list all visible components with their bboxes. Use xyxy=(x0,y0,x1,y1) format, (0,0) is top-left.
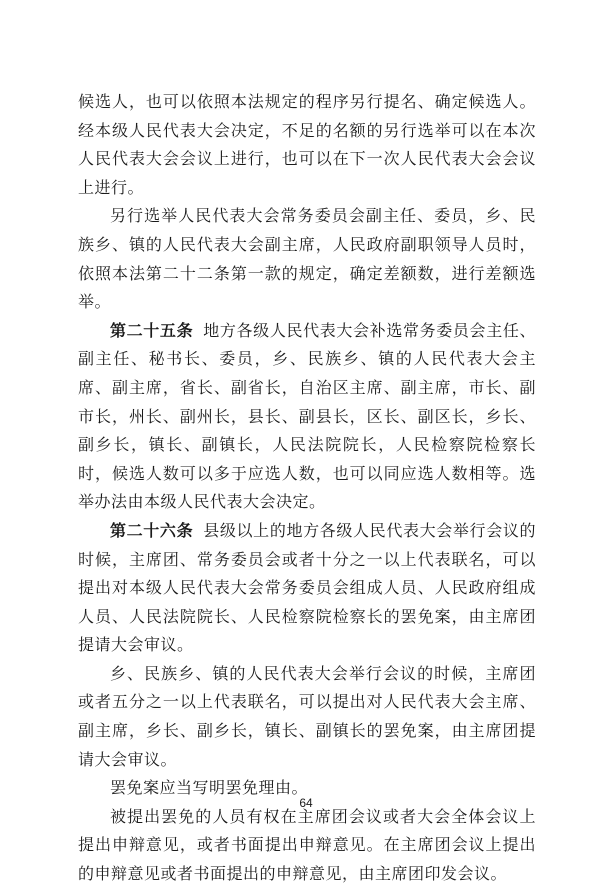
paragraph-2 xyxy=(78,202,536,316)
paragraph-text: 县级以上的地方各级人民代表大会举行会议的时候，主席团、常务委员会或者十分之一以上代表联名，可以提出对本级人民代表大会常务委员会组成人员、人民政府组成人员、人民法院院长、人民检察院检察长的罢免案，由主席团提请大会审议。 xyxy=(78,520,536,655)
article-26 xyxy=(78,517,536,660)
paragraph-1 xyxy=(78,88,536,202)
paragraph-text: 被提出罢免的人员有权在主席团会议或者大会全体会议上提出申辩意见，或者书面提出申辩意见。在主席团会议上提出的申辩意见或者书面提出的申辩意见，由主席团印发会议。 xyxy=(78,806,536,884)
paragraph-text: 乡、民族乡、镇的人民代表大会举行会议的时候，主席团或者五分之一以上代表联名，可以提出对人民代表大会主席、副主席，乡长、副乡长，镇长、副镇长的罢免案，由主席团提请大会审议。 xyxy=(78,663,536,769)
paragraph-7 xyxy=(78,803,536,889)
paragraph-text: 另行选举人民代表大会常务委员会副主任、委员，乡、民族乡、镇的人民代表大会副主席，人民政府副职领导人员时，依照本法第二十二条第一款的规定，确定差额数，进行差额选举。 xyxy=(78,206,536,312)
paragraph-text: 罢免案应当写明罢免理由。 xyxy=(110,778,309,798)
paragraph-text: 候选人，也可以依照本法规定的程序另行提名、确定候选人。经本级人民代表大会决定，不足的名额的另行选举可以在本次人民代表大会会议上进行，也可以在下一次人民代表大会会议上进行。 xyxy=(78,92,536,197)
page-number: 64 xyxy=(299,796,313,810)
paragraph-text: 地方各级人民代表大会补选常务委员会主任、副主任、秘书长、委员，乡、民族乡、镇的人民代表大会主席、副主席，省长、副省长，自治区主席、副主席，市长、副市长，州长、副州长，县长、副县长，区长、副区长，乡长、副乡长，镇长、副镇长，人民法院院长，人民检察院检察长时，候选人数可以多于应选人数，也可以同应选人数相等。选举办法由本级人民代表大会决定。 xyxy=(78,320,536,512)
document-body xyxy=(78,88,536,889)
article-25 xyxy=(78,317,536,517)
article-number: 第二十五条 xyxy=(110,320,194,340)
article-number: 第二十六条 xyxy=(110,520,194,540)
paragraph-5 xyxy=(78,660,536,774)
